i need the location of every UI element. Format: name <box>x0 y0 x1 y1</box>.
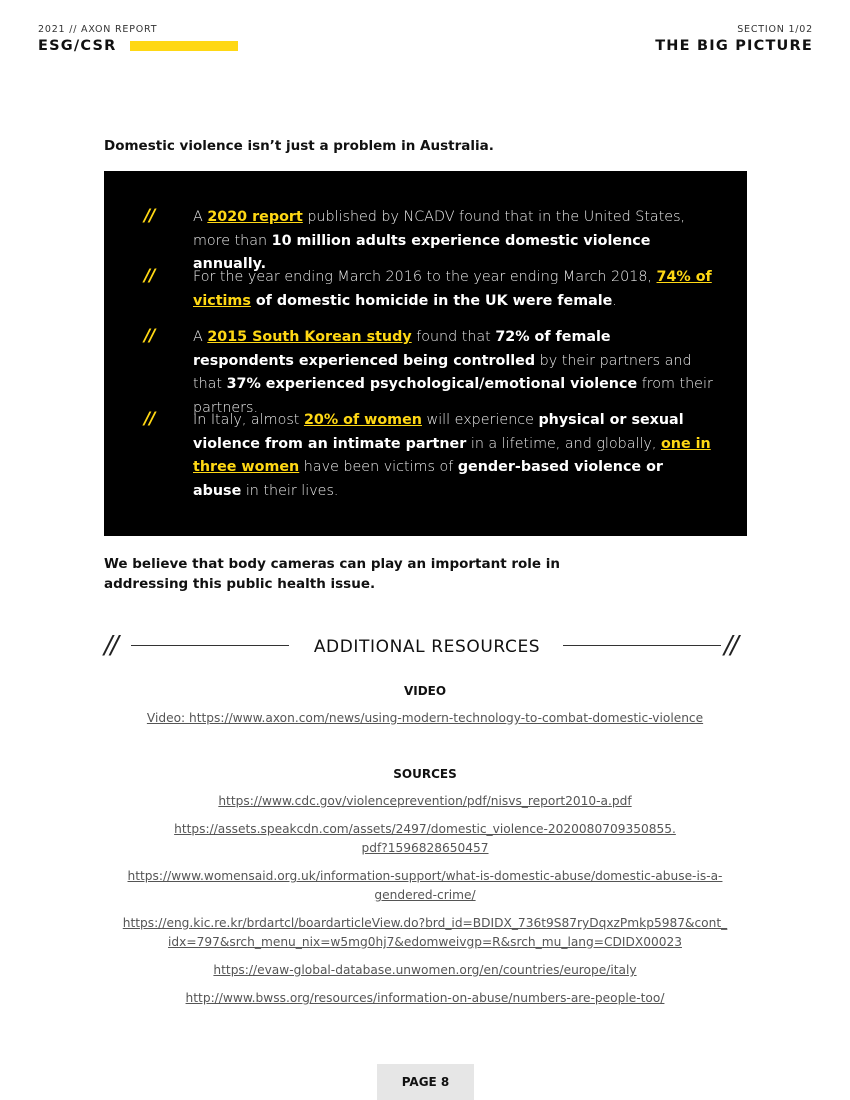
double-slash-icon: // <box>104 630 117 659</box>
report-header-right <box>655 24 813 54</box>
source-link[interactable]: https://evaw-global-database.unwomen.org/en/countries/europe/italy <box>213 963 637 977</box>
stat-text: A 2020 report published by NCADV found that in the United States, more than 10 million adults experience domestic violence annually. <box>193 209 686 273</box>
source-link[interactable]: https://www.womensaid.org.uk/information-support/what-is-domestic-abuse/domestic-abuse-is-a- gendered-crime/ <box>127 869 723 902</box>
accent-bar <box>130 41 238 51</box>
double-slash-icon: // <box>144 409 155 429</box>
stat-text: For the year ending March 2016 to the year ending March 2018, 74% of victims of domestic homicide in the UK were female. <box>193 269 712 309</box>
resources-title: ADDITIONAL RESOURCES <box>313 637 541 657</box>
additional-resources-heading <box>104 630 750 664</box>
double-slash-icon: // <box>724 630 737 659</box>
source-link-2020-report[interactable]: 2020 report <box>207 209 303 225</box>
sources-heading: SOURCES <box>393 767 457 781</box>
video-link[interactable]: Video: https://www.axon.com/news/using-modern-technology-to-combat-domestic-violence <box>146 711 704 725</box>
source-link-korean-study[interactable]: 2015 South Korean study <box>207 329 412 345</box>
report-year-line: 2021 // AXON REPORT <box>38 24 158 35</box>
statistics-panel <box>104 171 747 536</box>
source-link[interactable]: https://www.cdc.gov/violenceprevention/pdf/nisvs_report2010-a.pdf <box>218 794 632 808</box>
report-header-left <box>38 24 238 54</box>
source-link-20-percent[interactable]: 20% of women <box>303 412 422 428</box>
source-link-74-percent[interactable]: 74% of victims <box>193 269 712 309</box>
section-title <box>38 38 238 54</box>
source-link-one-in-three[interactable]: one in three women <box>193 435 711 476</box>
stat-text: In Italy, almost 20% of women will experience physical or sexual violence from an intimate partner in a lifetime, and globally, one in three women have been victims of gender-based violence or abuse in their lives. <box>193 412 711 499</box>
double-slash-icon: // <box>144 206 155 226</box>
intro-statement: Domestic violence isn’t just a problem in Australia. <box>104 138 494 154</box>
video-heading: VIDEO <box>403 684 447 698</box>
divider-line <box>563 645 721 646</box>
double-slash-icon: // <box>144 266 155 286</box>
stat-text: A 2015 South Korean study found that 72% of female respondents experienced being controlled by their partners and that 37% experienced psychological/emotional violence from their partners. <box>193 329 713 416</box>
source-link[interactable]: https://eng.kic.re.kr/brdartcl/boardarticleView.do?brd_id=BDIDX_736t9S87ryDqxzPmkp5987&cont_ idx=797&srch_menu_nix=w5mg0hj7&edomweivgp=R&srch_mu_lang=CDIDX00023 <box>122 916 728 949</box>
source-link[interactable]: https://assets.speakcdn.com/assets/2497/domestic_violence-2020080709350855. pdf?1596828650457 <box>174 822 676 855</box>
closing-statement: We believe that body cameras can play an important role in addressing this public health issue. <box>104 556 561 592</box>
section-title-text: ESG/CSR <box>38 38 117 54</box>
section-number: SECTION 1/02 <box>737 24 813 35</box>
double-slash-icon: // <box>144 326 155 346</box>
page-number: PAGE 8 <box>377 1064 474 1100</box>
source-link[interactable]: http://www.bwss.org/resources/information-on-abuse/numbers-are-people-too/ <box>185 991 665 1005</box>
page-heading: THE BIG PICTURE <box>655 38 813 54</box>
